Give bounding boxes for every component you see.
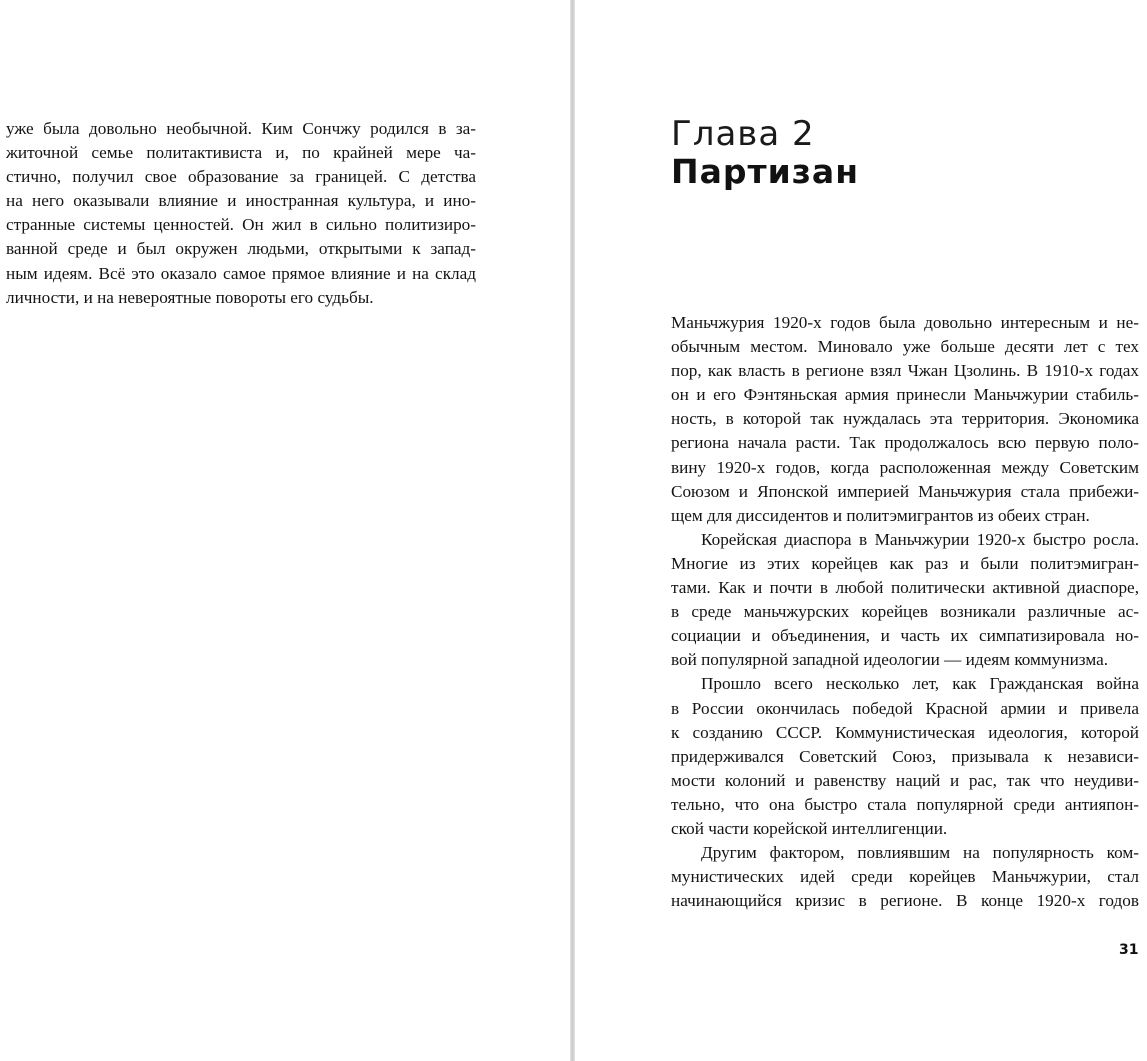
text-line: к созданию СССР. Коммунистическая идеология, которой xyxy=(671,722,1139,742)
text-line: начинающийся кризис в регионе. В конце 1920-х годов xyxy=(671,891,1139,911)
text-line: Корейская диаспора в Маньчжурии 1920-х быстро росла. xyxy=(701,529,1139,549)
text-line: Маньчжурия 1920-х годов была довольно интересным и не- xyxy=(671,313,1139,332)
text-line: мунистических идей среди корейцев Маньчжурии, стал xyxy=(671,867,1139,887)
text-line: стично, получил свое образование за границей. С детства xyxy=(6,167,476,187)
text-line: обычным местом. Миновало уже больше десяти лет с тех xyxy=(671,337,1139,357)
text-line: ской части корейской интеллигенции. xyxy=(671,818,948,838)
text-line: региона начала расти. Так продолжалось всю первую поло- xyxy=(671,433,1139,453)
left-page-text xyxy=(6,117,476,310)
text-line: на него оказывали влияние и иностранная культура, и ино- xyxy=(6,191,476,211)
text-line: социации и объединения, и часть их симпатизировала но- xyxy=(671,626,1139,646)
text-line: уже была довольно необычной. Ким Сончжу родился в за- xyxy=(6,119,476,138)
text-line: Прошло всего несколько лет, как Гражданская война xyxy=(701,674,1139,694)
text-line: вой популярной западной идеологии — идеям коммунизма. xyxy=(671,650,1109,670)
text-line: Другим фактором, повлиявшим на популярность ком- xyxy=(701,843,1139,863)
chapter-title: Партизан xyxy=(671,152,860,191)
text-line: в среде маньчжурских корейцев возникали различные ас- xyxy=(671,602,1139,622)
text-line: ность, в которой так нуждалась эта территория. Экономика xyxy=(671,409,1139,429)
text-line: тельно, что она быстро стала популярной среди антияпон- xyxy=(671,794,1139,814)
text-line: придерживался Советский Союз, призывала к независи- xyxy=(671,746,1139,766)
text-line: житочной семье политактивиста и, по крайней мере ча- xyxy=(6,143,476,163)
right-page xyxy=(575,0,1147,1061)
page-number: 31 xyxy=(1119,942,1139,958)
text-line: личности, и на невероятные повороты его судьбы. xyxy=(6,287,374,307)
right-page-text xyxy=(671,311,1139,913)
text-line: странные системы ценностей. Он жил в сильно политизиро- xyxy=(6,215,476,235)
text-line: Многие из этих корейцев как раз и были политэмигран- xyxy=(671,553,1139,573)
text-line: тами. Как и почти в любой политически активной диаспоре, xyxy=(671,578,1139,598)
left-page xyxy=(0,0,570,1061)
text-line: вину 1920-х годов, когда расположенная между Советским xyxy=(671,457,1139,477)
text-line: в России окончилась победой Красной армии и привела xyxy=(671,698,1139,718)
chapter-label: Глава 2 xyxy=(671,114,815,154)
text-line: пор, как власть в регионе взял Чжан Цзолинь. В 1910-х годах xyxy=(671,361,1139,381)
text-line: щем для диссидентов и политэмигрантов из обеих стран. xyxy=(671,505,1090,525)
text-line: ванной среде и был окружен людьми, открытыми к запад- xyxy=(6,239,476,259)
text-line: Союзом и Японской империей Маньчжурия стала прибежи- xyxy=(671,481,1139,501)
text-line: он и его Фэнтяньская армия принесли Маньчжурии стабиль- xyxy=(671,385,1139,405)
text-line: мости колоний и равенству наций и рас, так что неудиви- xyxy=(671,770,1139,790)
text-line: ным идеям. Всё это оказало самое прямое влияние и на склад xyxy=(6,263,476,283)
